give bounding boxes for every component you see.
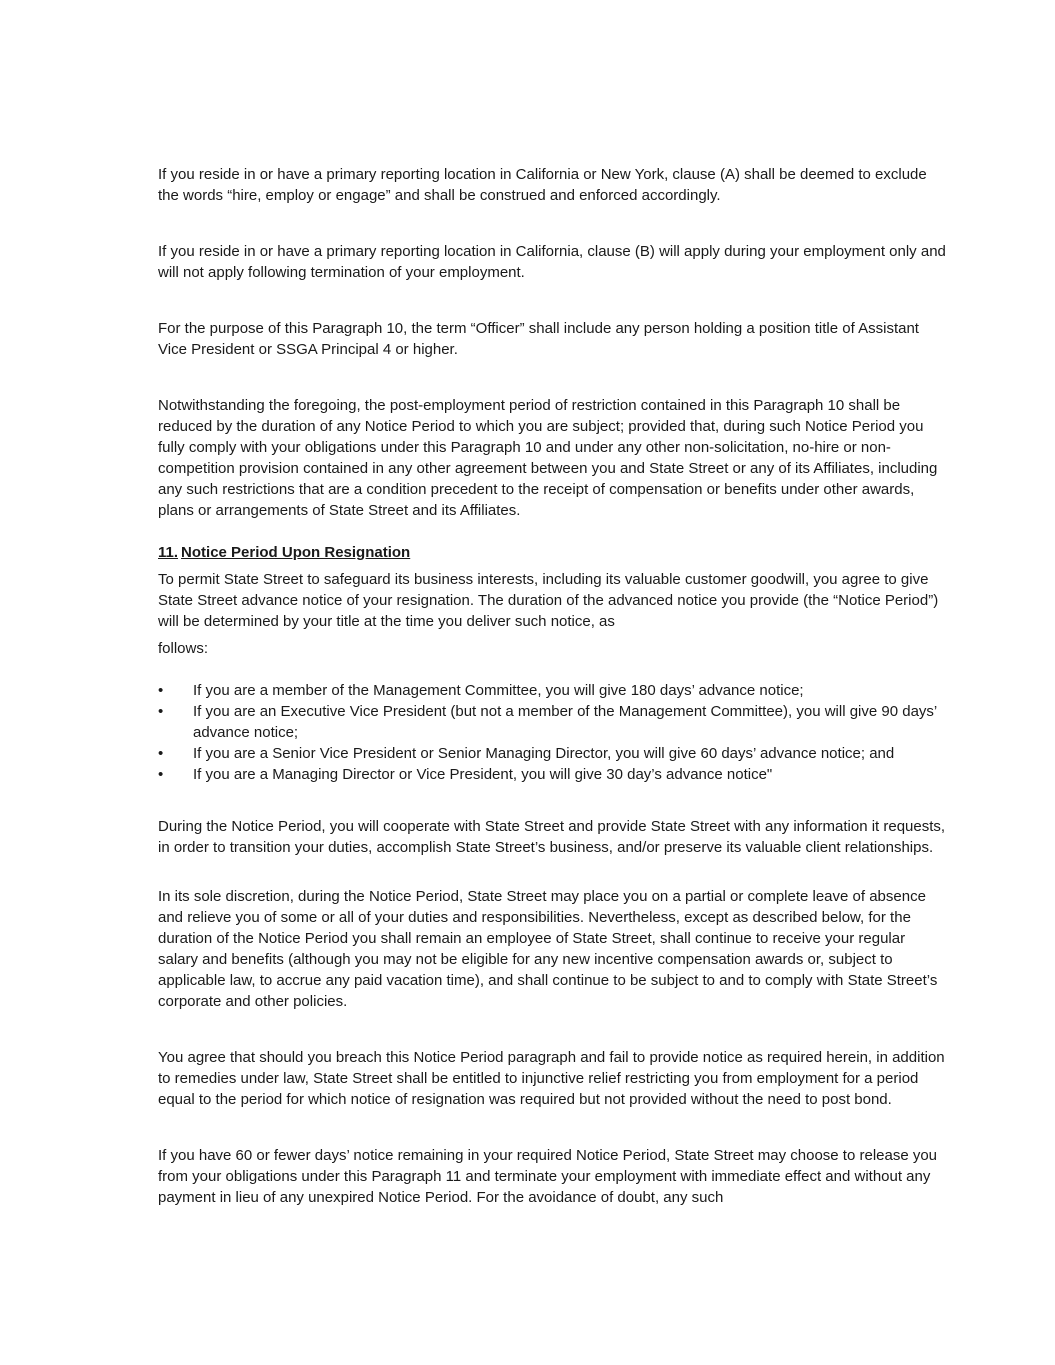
paragraph-early-release: If you have 60 or fewer days’ notice remaining in your required Notice Period, State Street may choose to release you from your obligations under this Paragraph 11 and terminate your employment with immediate effect and without any payment in lieu of any unexpired Notice Period. For the avoidance of doubt, any such: [158, 1147, 938, 1206]
list-item-text: If you are an Executive Vice President (but not a member of the Management Committee), you will give 90 days’ advance notice;: [193, 703, 937, 741]
list-item: [158, 764, 948, 785]
paragraph-notice-intro: To permit State Street to safeguard its business interests, including its valuable customer goodwill, you agree to give State Street advance notice of your resignation. The duration of the advanced notice you provide (the “Notice Period”) will be determined by your title at the time you deliver such notice, as: [158, 571, 939, 630]
bullet-icon: •: [158, 745, 164, 762]
paragraph-california-clause-b: If you reside in or have a primary reporting location in California, clause (B) will apply during your employment only and will not apply following termination of your employment.: [158, 243, 946, 281]
paragraph-follows: follows:: [158, 640, 209, 657]
list-item-text: If you are a Managing Director or Vice President, you will give 30 day’s advance notice": [193, 766, 773, 783]
paragraph-notwithstanding: Notwithstanding the foregoing, the post-employment period of restriction contained in this Paragraph 10 shall be reduced by the duration of any Notice Period to which you are subject; provided that, during such Notice Period you fully comply with your obligations under this Paragraph 10 and under any other non-solicitation, no-hire or non-competition provision contained in any other agreement between you and State Street or any of its Affiliates, including any such restrictions that are a condition precedent to the receipt of compensation or benefits under other awards, plans or arrangements of State Street and its Affiliates.: [158, 397, 938, 519]
section-number: 11.: [158, 544, 179, 561]
bullet-icon: •: [158, 682, 164, 699]
paragraph-cooperation: During the Notice Period, you will cooperate with State Street and provide State Street with any information it requests, in order to transition your duties, accomplish State Street’s business, and/or preserve its valuable client relationships.: [158, 818, 946, 856]
bullet-icon: •: [158, 766, 164, 783]
list-item: [158, 743, 948, 764]
paragraph-breach-remedies: You agree that should you breach this Notice Period paragraph and fail to provide notice as required herein, in addition to remedies under law, State Street shall be entitled to injunctive relief restricting you from employment for a period equal to the period for which notice of resignation was required but not provided without the need to post bond.: [158, 1049, 945, 1108]
section-heading: [158, 542, 948, 563]
list-item-text: If you are a Senior Vice President or Senior Managing Director, you will give 60 days’ advance notice; and: [193, 745, 895, 762]
paragraph-leave-of-absence: In its sole discretion, during the Notice Period, State Street may place you on a partial or complete leave of absence and relieve you of some or all of your duties and responsibilities. Nevertheless, except as described below, for the duration of the Notice Period you shall remain an employee of State Street, shall continue to receive your regular salary and benefits (although you may not be eligible for any new incentive compensation awards or, subject to applicable law, to accrue any paid vacation time), and shall continue to be subject to and to comply with State Street’s corporate and other policies.: [158, 888, 938, 1010]
paragraph-officer-definition: For the purpose of this Paragraph 10, the term “Officer” shall include any person holding a position title of Assistant Vice President or SSGA Principal 4 or higher.: [158, 320, 919, 358]
bullet-icon: •: [158, 703, 164, 720]
section-title: Notice Period Upon Resignation: [181, 544, 411, 561]
notice-period-list: [158, 680, 948, 785]
list-item: [158, 701, 948, 743]
list-item-text: If you are a member of the Management Committee, you will give 180 days’ advance notice;: [193, 682, 804, 699]
paragraph-california-new-york: If you reside in or have a primary reporting location in California or New York, clause (A) shall be deemed to exclude the words “hire, employ or engage” and shall be construed and enforced accordingly.: [158, 166, 927, 204]
document-page: [158, 164, 948, 1208]
list-item: [158, 680, 948, 701]
